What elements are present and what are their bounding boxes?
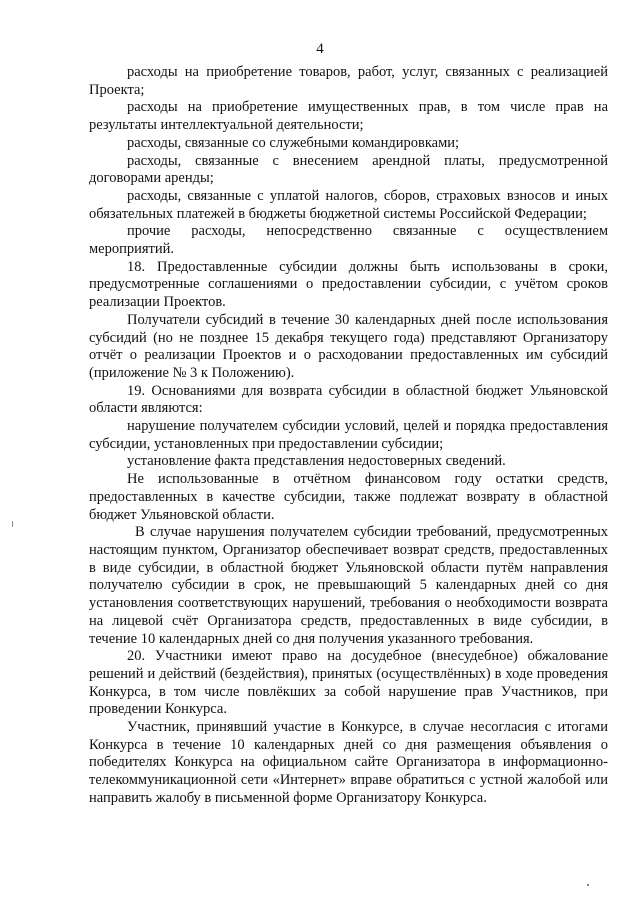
paragraph-false-information: установление факта представления недостоверных сведений. — [127, 453, 506, 470]
paragraph-recipients-report: Получатели субсидий в течение 30 календарных дней после использования субсидий (но не позднее 15 декабря текущего года) представляют Организатору отчёт о реализации Проектов и о расходовании предоставленных им субсидий (приложение № 3 к Положению). — [89, 311, 608, 381]
paragraph-expense-taxes: расходы, связанные с уплатой налогов, сборов, страховых взносов и иных обязательных платежей в бюджеты бюджетной системы Российской Федерации; — [89, 187, 608, 222]
paragraph-complaint: Участник, принявший участие в Конкурсе, в случае несогласия с итогами Конкурса в течение 10 календарных дней со дня размещения объявления о победителях Конкурса на официальном сайте Организатора в информационно-телекоммуникационной сети «Интернет» вправе обратиться с устной жалобой или направить жалобу в письменной форме Организатору Конкурса. — [89, 719, 608, 806]
paragraph-expense-business-trips: расходы, связанные со служебными командировками; — [127, 134, 460, 151]
paragraph-expense-goods: расходы на приобретение товаров, работ, услуг, связанных с реализацией Проекта; — [89, 64, 608, 98]
scan-artifact-left — [12, 521, 13, 527]
paragraph-expense-rent: расходы, связанные с внесением арендной платы, предусмотренной договорами аренды; — [89, 152, 608, 187]
paragraph-expense-other: прочие расходы, непосредственно связанные с осуществлением мероприятий. — [89, 223, 608, 258]
paragraph-clause-18: 18. Предоставленные субсидии должны быть использованы в сроки, предусмотренные соглашениями о предоставлении субсидии, с учётом сроков реализации Проектов. — [89, 258, 608, 311]
paragraph-unused-balances: Не использованные в отчётном финансовом году остатки средств, предоставленных в качестве субсидии, также подлежат возврату в областной бюджет Ульяновской области. — [89, 471, 608, 523]
paragraph-clause-19: 19. Основаниями для возврата субсидии в областной бюджет Ульяновской области являются: — [89, 382, 608, 417]
page-number: 4 — [316, 41, 324, 57]
paragraph-return-procedure: В случае нарушения получателем субсидии требований, предусмотренных настоящим пунктом, Организатор обеспечивает возврат средств, предоставленных в виде субсидии, в областной бюджет Ульяновской области путём направления получателю субсидии в срок, не превышающий 5 календарных дней со дня установления соответствующих нарушений, требования о необходимости возврата на лицевой счёт Организатора средств, предоставленных в виде субсидии, в течение 10 календарных дней со дня получения указанного требования. — [89, 524, 608, 647]
scan-artifact-bottom-right — [587, 884, 589, 886]
paragraph-expense-property-rights: расходы на приобретение имущественных прав, в том числе прав на результаты интеллектуальной деятельности; — [89, 99, 608, 134]
paragraph-clause-20: 20. Участники имеют право на досудебное (внесудебное) обжалование решений и действий (бездействия), принятых (осуществлённых) в ходе проведения Конкурса, в том числе повлёкших за собой нарушение прав Участников, при проведении Конкурса. — [89, 648, 608, 718]
paragraph-violation-conditions: нарушение получателем субсидии условий, целей и порядка предоставления субсидии, установленных при предоставлении субсидии; — [89, 418, 608, 452]
document-body — [89, 64, 608, 808]
